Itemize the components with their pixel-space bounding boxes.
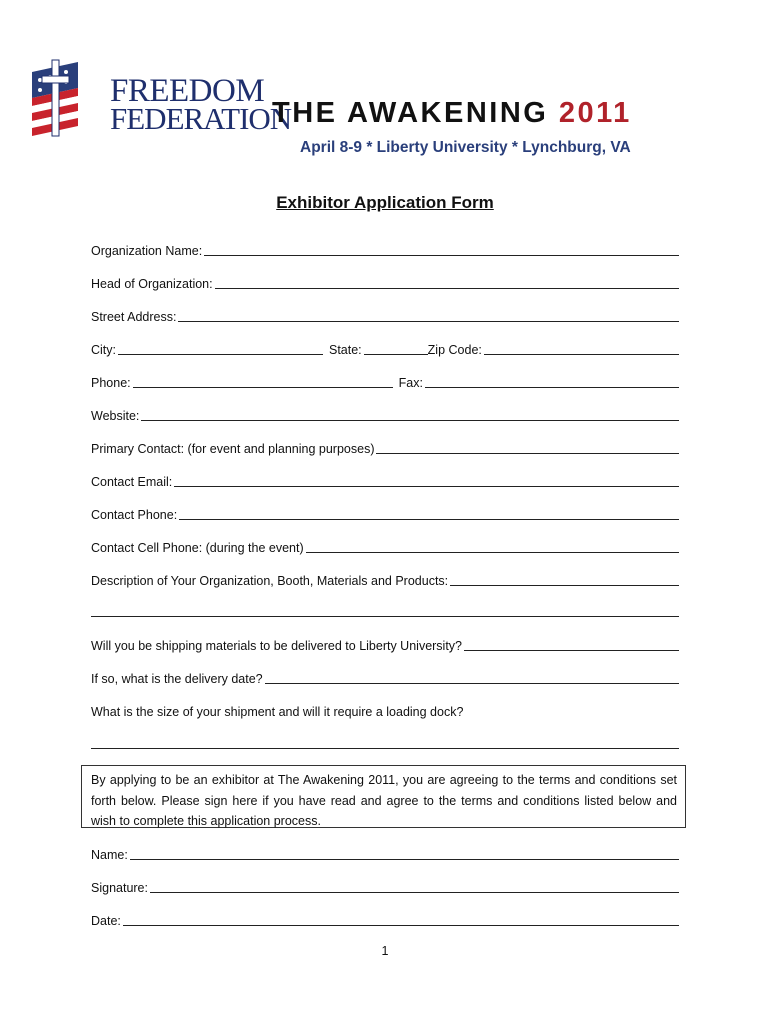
logo-line-federation: FEDERATION <box>110 101 292 136</box>
primary-contact-row <box>91 438 679 456</box>
event-title <box>272 97 632 130</box>
shipping-question-row <box>91 635 679 653</box>
contact-phone-field[interactable] <box>179 507 679 520</box>
contact-cell-phone-row <box>91 537 679 555</box>
zip-code-field[interactable] <box>484 342 679 355</box>
state-label: State: <box>329 343 362 357</box>
flag-cross-emblem-icon <box>28 58 112 140</box>
date-row <box>91 910 679 928</box>
phone-field[interactable] <box>133 375 393 388</box>
contact-cell-phone-label: Contact Cell Phone: (during the event) <box>91 541 304 555</box>
shipment-size-row <box>91 701 679 719</box>
signature-field[interactable] <box>150 880 679 893</box>
fax-label: Fax: <box>398 376 423 390</box>
shipping-question-label: Will you be shipping materials to be delivered to Liberty University? <box>91 639 463 653</box>
website-field[interactable] <box>141 408 679 421</box>
name-field[interactable] <box>130 847 679 860</box>
phone-fax-row <box>91 372 679 390</box>
event-title-text: THE AWAKENING <box>272 97 549 129</box>
delivery-date-field[interactable] <box>265 671 679 684</box>
date-label: Date: <box>91 914 121 928</box>
event-subtitle: April 8-9 * Liberty University * Lynchburg, VA <box>300 139 631 156</box>
event-year: 2011 <box>558 97 632 129</box>
terms-agreement-box: By applying to be an exhibitor at The Awakening 2011, you are agreeing to the terms and conditions set forth below. Please sign here if you have read and agree to the terms and conditions listed below and wish to complete this application process. <box>81 765 686 828</box>
primary-contact-label: Primary Contact: (for event and planning purposes) <box>91 442 375 456</box>
signature-label: Signature: <box>91 881 148 895</box>
organization-name-field[interactable] <box>204 243 679 256</box>
head-of-organization-label: Head of Organization: <box>91 277 213 291</box>
zip-code-label: Zip Code: <box>427 343 482 357</box>
head-of-organization-row <box>91 273 679 291</box>
delivery-date-row <box>91 668 679 686</box>
contact-phone-row <box>91 504 679 522</box>
phone-label: Phone: <box>91 376 131 390</box>
shipping-answer-field[interactable] <box>464 638 679 651</box>
website-label: Website: <box>91 409 140 423</box>
contact-phone-label: Contact Phone: <box>91 508 178 522</box>
fax-field[interactable] <box>425 375 679 388</box>
logo-line-freedom: FREEDOM <box>110 73 265 109</box>
city-state-zip-row <box>91 339 679 357</box>
shipment-size-field[interactable] <box>91 748 679 749</box>
signature-row <box>91 877 679 895</box>
street-address-label: Street Address: <box>91 310 177 324</box>
contact-email-field[interactable] <box>174 474 679 487</box>
delivery-date-label: If so, what is the delivery date? <box>91 672 263 686</box>
contact-email-row <box>91 471 679 489</box>
contact-email-label: Contact Email: <box>91 475 173 489</box>
form-title: Exhibitor Application Form <box>276 193 494 212</box>
description-row <box>91 570 679 588</box>
name-label: Name: <box>91 848 128 862</box>
description-label: Description of Your Organization, Booth, Materials and Products: <box>91 574 449 588</box>
organization-name-label: Organization Name: <box>91 244 203 258</box>
city-field[interactable] <box>118 342 323 355</box>
primary-contact-field[interactable] <box>376 441 679 454</box>
date-field[interactable] <box>123 913 679 926</box>
city-label: City: <box>91 343 116 357</box>
street-address-row <box>91 306 679 324</box>
description-field-line-2[interactable] <box>91 616 679 617</box>
shipment-size-label: What is the size of your shipment and will it require a loading dock? <box>91 705 464 719</box>
freedom-federation-logo <box>28 58 292 140</box>
description-field[interactable] <box>450 573 679 586</box>
street-address-field[interactable] <box>178 309 679 322</box>
name-row <box>91 844 679 862</box>
organization-name-row <box>91 240 679 258</box>
head-of-organization-field[interactable] <box>215 276 679 289</box>
website-row <box>91 405 679 423</box>
state-field[interactable] <box>364 342 428 355</box>
contact-cell-phone-field[interactable] <box>306 540 679 553</box>
page-number: 1 <box>381 944 389 958</box>
